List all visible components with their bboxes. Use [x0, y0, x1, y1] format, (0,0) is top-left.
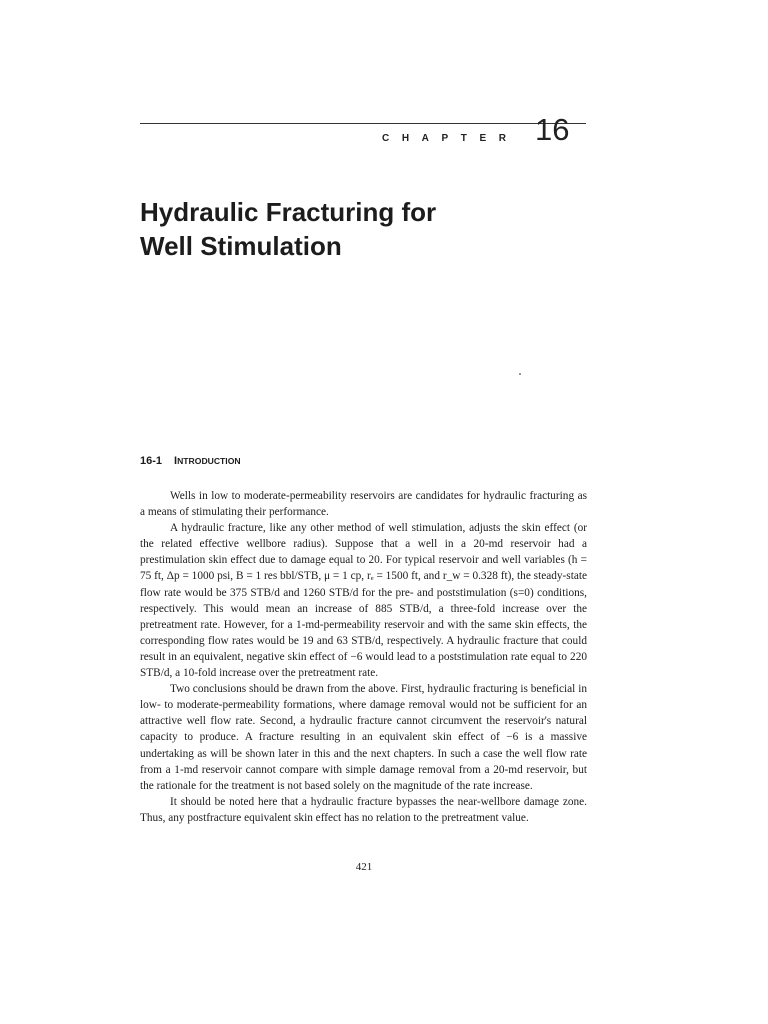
chapter-number: 16: [535, 112, 570, 147]
section-title-initial: I: [174, 455, 178, 467]
chapter-header-rule: [140, 123, 586, 124]
page-number: 421: [355, 861, 373, 873]
paragraph-2: A hydraulic fracture, like any other method of well stimulation, adjusts the skin effect (or the related effective wellbore radius). Suppose that a well in a 20-md reservoir had a prestimulation skin effect due to damage equal to 20. For typical reservoir and well variables (h = 75 ft, Δp = 1000 psi, B = 1 res bbl/STB, μ = 1 cp, rₑ = 1500 ft, and r_w = 0.328 ft), the steady-state flow rate would be 375 STB/d and 1260 STB/d for the pre- and poststimulation (s=0) conditions, respectively. This would mean an increase of 885 STB/d, a three-fold increase over the pretreatment rate. However, for a 1-md-permeability reservoir and with the same skin effects, the corresponding flow rates would be 19 and 63 STB/d, respectively. A hydraulic fracture that could result in an equivalent, negative skin effect of −6 would lead to a poststimulation rate equal to 220 STB/d, a 10-fold increase over the pretreatment rate.: [140, 522, 587, 680]
chapter-title: [140, 195, 600, 263]
body-text: [140, 488, 587, 826]
chapter-label: CHAPTER: [382, 133, 519, 144]
chapter-title-line-2: Well Stimulation: [140, 231, 342, 261]
scan-speck: [519, 373, 521, 375]
paragraph-1: Wells in low to moderate-permeability reservoirs are candidates for hydraulic fracturing as a means of stimulating their performance.: [140, 490, 587, 519]
section-title-rest: NTRODUCTION: [177, 456, 241, 466]
section-heading: [140, 455, 241, 467]
section-number: 16-1: [140, 455, 163, 467]
paragraph-3: Two conclusions should be drawn from the above. First, hydraulic fracturing is beneficial in low- to moderate-permeability formations, where damage removal would not be sufficient for an attractive well flow rate. Second, a hydraulic fracture cannot circumvent the reservoir's natural capacity to produce. A fracture resulting in an equivalent skin effect of −6 is a massive undertaking as will be shown later in this and the next chapters. In such a case the well flow rate from a 1-md reservoir cannot compare with simple damage removal from a 20-md reservoir, but the rationale for the treatment is not based solely on the magnitude of the rate increase.: [140, 683, 587, 792]
paragraph-4: It should be noted here that a hydraulic fracture bypasses the near-wellbore damage zone. Thus, any postfracture equivalent skin effect has no relation to the pretreatment value.: [140, 795, 587, 824]
chapter-title-line-1: Hydraulic Fracturing for: [140, 197, 437, 227]
